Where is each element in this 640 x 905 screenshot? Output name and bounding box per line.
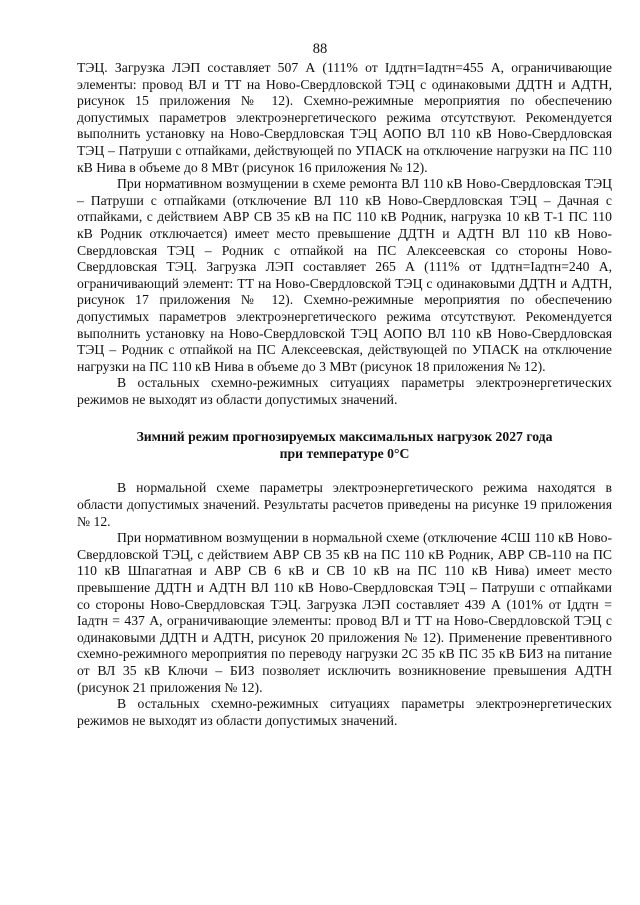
paragraph-other-situations: В остальных схемно-режимных ситуациях параметры электроэнергетических режимов не выходят из области допустимых значений. <box>77 375 612 407</box>
paragraph-normative-disturbance: При нормативном возмущении в нормальной схеме (отключение 4СШ 110 кВ Ново-Свердловской ТЭЦ, с действием АВР СВ 35 кВ на ПС 110 кВ Родник, АВР СВ-110 на ПС 110 кВ Шпагатная и АВР СВ 6 кВ и СВ 10 кВ на ПС 110 кВ Нива) имеет место превышение ДДТН и АДТН ВЛ 110 кВ Ново-Свердловская ТЭЦ – Патруши с отпайками со стороны Ново-Свердловская ТЭЦ. Загрузка ЛЭП составляет 439 А (101% от Iддтн = Iадтн = 437 А, ограничивающие элементы: провод ВЛ и ТТ на Ново-Свердловской ТЭЦ с одинаковыми ДДТН и АДТН, рисунок 20 приложения № 12). Применение превентивного схемно-режимного мероприятия по переводу нагрузки 2С 35 кВ ПС 35 кВ БИЗ на питание от ВЛ 35 кВ Ключи – БИЗ позволяет исключить возникновение превышения АДТН (рисунок 21 приложения № 12). <box>77 530 612 695</box>
paragraph-repair-scheme: При нормативном возмущении в схеме ремонта ВЛ 110 кВ Ново-Свердловская ТЭЦ – Патруши с отпайками (отключение ВЛ 110 кВ Ново-Свердловская ТЭЦ – Дачная с отпайками, с действием АВР СВ 35 кВ на ПС 110 кВ Родник, нагрузка 10 кВ Т-1 ПС 110 кВ Родник отключается) имеет место превышение ДДТН и АДТН ВЛ 110 кВ Ново-Свердловская ТЭЦ – Родник с отпайкой на ПС Алексеевская со стороны Ново-Свердловская ТЭЦ. Загрузка ЛЭП составляет 265 А (111% от Iддтн=Iадтн=240 А, ограничивающий элемент: ТТ на Ново-Свердловской ТЭЦ с одинаковыми ДДТН и АДТН, рисунок 17 приложения № 12). Схемно-режимные мероприятия по обеспечению допустимых параметров электроэнергетического режима отсутствуют. Рекомендуется выполнить установку на Ново-Свердловской ТЭЦ АОПО ВЛ 110 кВ Ново-Свердловская ТЭЦ – Родник с отпайкой на ПС Алексеевская, действующей по УПАСК на отключение нагрузки на ПС 110 кВ Нива в объеме до 3 МВт (рисунок 18 приложения № 12). <box>77 176 612 374</box>
page-number: 88 <box>312 41 328 57</box>
paragraph-other-situations-2: В остальных схемно-режимных ситуациях параметры электроэнергетических режимов не выходят из области допустимых значений. <box>77 696 612 728</box>
document-body <box>77 60 612 729</box>
section-heading-line-1: Зимний режим прогнозируемых максимальных нагрузок 2027 года <box>136 429 553 445</box>
section-heading <box>77 428 612 462</box>
section-heading-line-2: при температуре 0°С <box>279 446 410 462</box>
paragraph-normal-scheme: В нормальной схеме параметры электроэнергетического режима находятся в области допустимых значений. Результаты расчетов приведены на рисунке 19 приложения № 12. <box>77 480 612 529</box>
paragraph-continuation: ТЭЦ. Загрузка ЛЭП составляет 507 А (111% от Iддтн=Iадтн=455 А, ограничивающие элементы: провод ВЛ и ТТ на Ново-Свердловской ТЭЦ с одинаковыми ДДТН и АДТН, рисунок 15 приложения № 12). Схемно-режимные мероприятия по обеспечению допустимых параметров электроэнергетического режима отсутствуют. Рекомендуется выполнить установку на Ново-Свердловская ТЭЦ АОПО ВЛ 110 кВ Ново-Свердловская ТЭЦ – Патруши с отпайками, действующей по УПАСК на отключение нагрузки на ПС 110 кВ Нива в объеме до 8 МВт (рисунок 16 приложения № 12). <box>77 60 612 175</box>
